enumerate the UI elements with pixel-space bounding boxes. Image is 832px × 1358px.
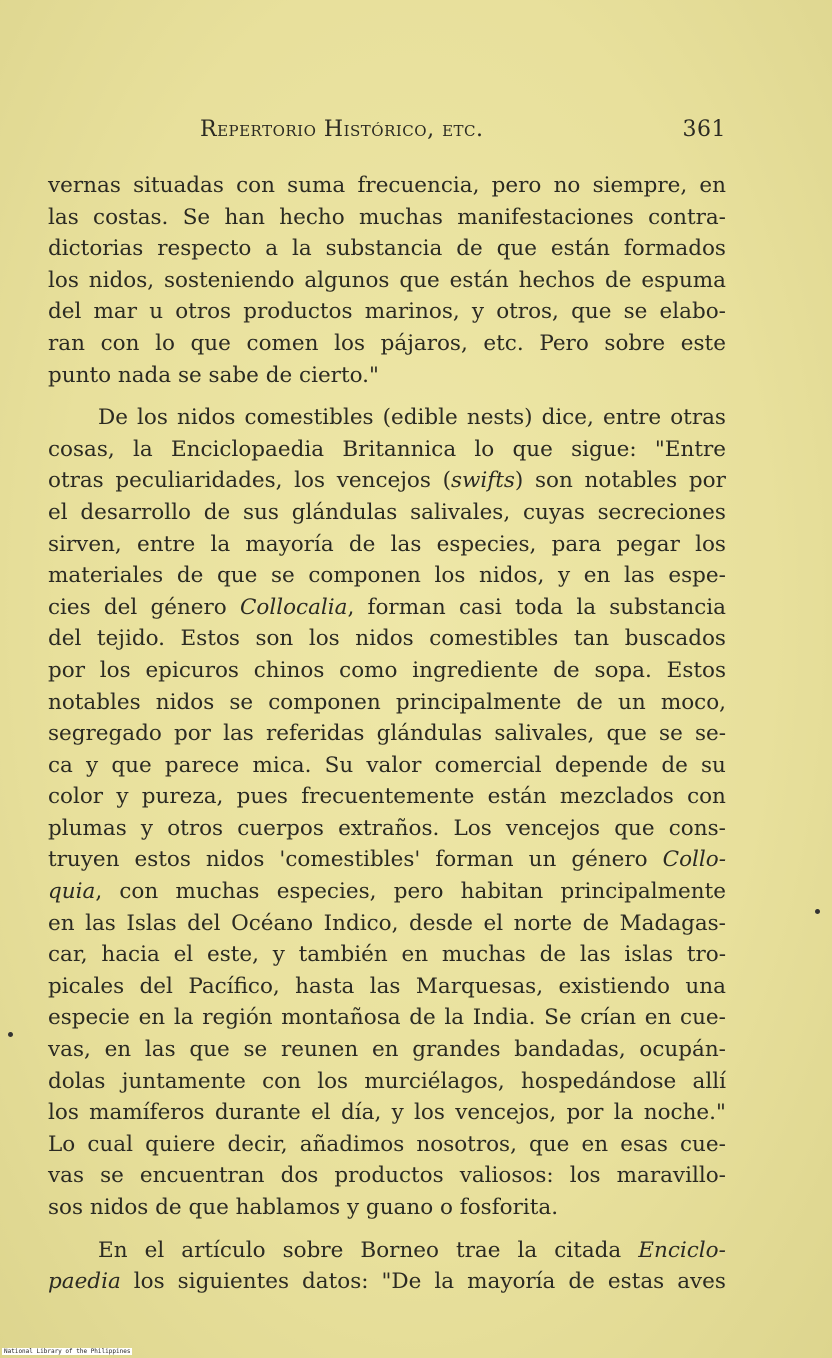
text-line: las costas. Se han hecho muchas manifestaciones contra- xyxy=(48,204,726,230)
library-credit: National Library of the Philippines xyxy=(4,1348,131,1355)
text-line: ca y que parece mica. Su valor comercial depende de su xyxy=(48,752,726,778)
paragraph-gap xyxy=(48,391,726,402)
text-line: En el artículo sobre Borneo trae la citada Enciclo- xyxy=(98,1237,726,1263)
margin-dot xyxy=(8,1032,13,1037)
text-line: los mamíferos durante el día, y los vencejos, por la noche." xyxy=(48,1100,726,1126)
text-line: dictorias respecto a la substancia de que están formados xyxy=(48,236,726,262)
paragraph xyxy=(48,170,726,391)
text-line: dolas juntamente con los murciélagos, hospedándose allí xyxy=(48,1068,726,1094)
text-line: notables nidos se componen principalmente de un moco, xyxy=(48,689,726,715)
text-line: Lo cual quiere decir, añadimos nosotros, que en esas cue- xyxy=(48,1131,726,1157)
text-line: truyen estos nidos 'comestibles' forman un género Collo- xyxy=(48,847,726,873)
text-line: paedia los siguientes datos: "De la mayoría de estas aves xyxy=(48,1269,726,1295)
text-line: sos nidos de que hablamos y guano o fosforita. xyxy=(48,1195,559,1220)
text-line: el desarrollo de sus glándulas salivales, cuyas secreciones xyxy=(48,499,726,525)
text-line: materiales de que se componen los nidos, y en las espe- xyxy=(48,563,726,589)
text-line: cies del género Collocalia, forman casi toda la substancia xyxy=(48,594,726,620)
body-text xyxy=(48,170,726,1298)
margin-dot xyxy=(815,909,820,914)
text-line: ran con lo que comen los pájaros, etc. Pero sobre este xyxy=(48,330,726,356)
text-line: quia, con muchas especies, pero habitan principalmente xyxy=(48,879,726,905)
text-line: picales del Pacífico, hasta las Marquesas, existiendo una xyxy=(48,973,726,999)
text-line: otras peculiaridades, los vencejos (swifts) son notables por xyxy=(48,468,726,494)
running-title: Repertorio Histórico, etc. xyxy=(200,117,484,142)
paragraph xyxy=(48,1235,726,1298)
text-line: segregado por las referidas glándulas salivales, que se se- xyxy=(48,721,726,747)
text-line: vas, en las que se reunen en grandes bandadas, ocupán- xyxy=(48,1037,726,1063)
text-line: vernas situadas con suma frecuencia, pero no siempre, en xyxy=(48,173,726,198)
text-line: cosas, la Enciclopaedia Britannica lo que sigue: "Entre xyxy=(48,436,726,462)
text-line: especie en la región montañosa de la India. Se crían en cue- xyxy=(48,1005,726,1031)
text-line: punto nada se sabe de cierto." xyxy=(48,362,379,388)
text-line: vas se encuentran dos productos valiosos: los maravillo- xyxy=(48,1163,726,1189)
text-line: color y pureza, pues frecuentemente están mezclados con xyxy=(48,784,726,810)
text-line: del tejido. Estos son los nidos comestibles tan buscados xyxy=(48,626,726,652)
paragraph-gap xyxy=(48,1224,726,1235)
text-line: en las Islas del Océano Indico, desde el norte de Madagas- xyxy=(48,910,726,936)
running-header xyxy=(48,113,726,147)
text-line: del mar u otros productos marinos, y otros, que se elabo- xyxy=(48,299,726,325)
text-line: por los epicuros chinos como ingrediente de sopa. Estos xyxy=(48,657,726,683)
text-line: los nidos, sosteniendo algunos que están hechos de espuma xyxy=(48,267,726,293)
text-line: De los nidos comestibles (edible nests) dice, entre otras xyxy=(98,405,726,431)
page-number: 361 xyxy=(682,117,726,142)
text-line: car, hacia el este, y también en muchas de las islas tro- xyxy=(48,942,726,968)
text-line: plumas y otros cuerpos extraños. Los vencejos que cons- xyxy=(48,815,726,841)
paragraph xyxy=(48,402,726,1223)
text-line: sirven, entre la mayoría de las especies, para pegar los xyxy=(48,531,726,557)
